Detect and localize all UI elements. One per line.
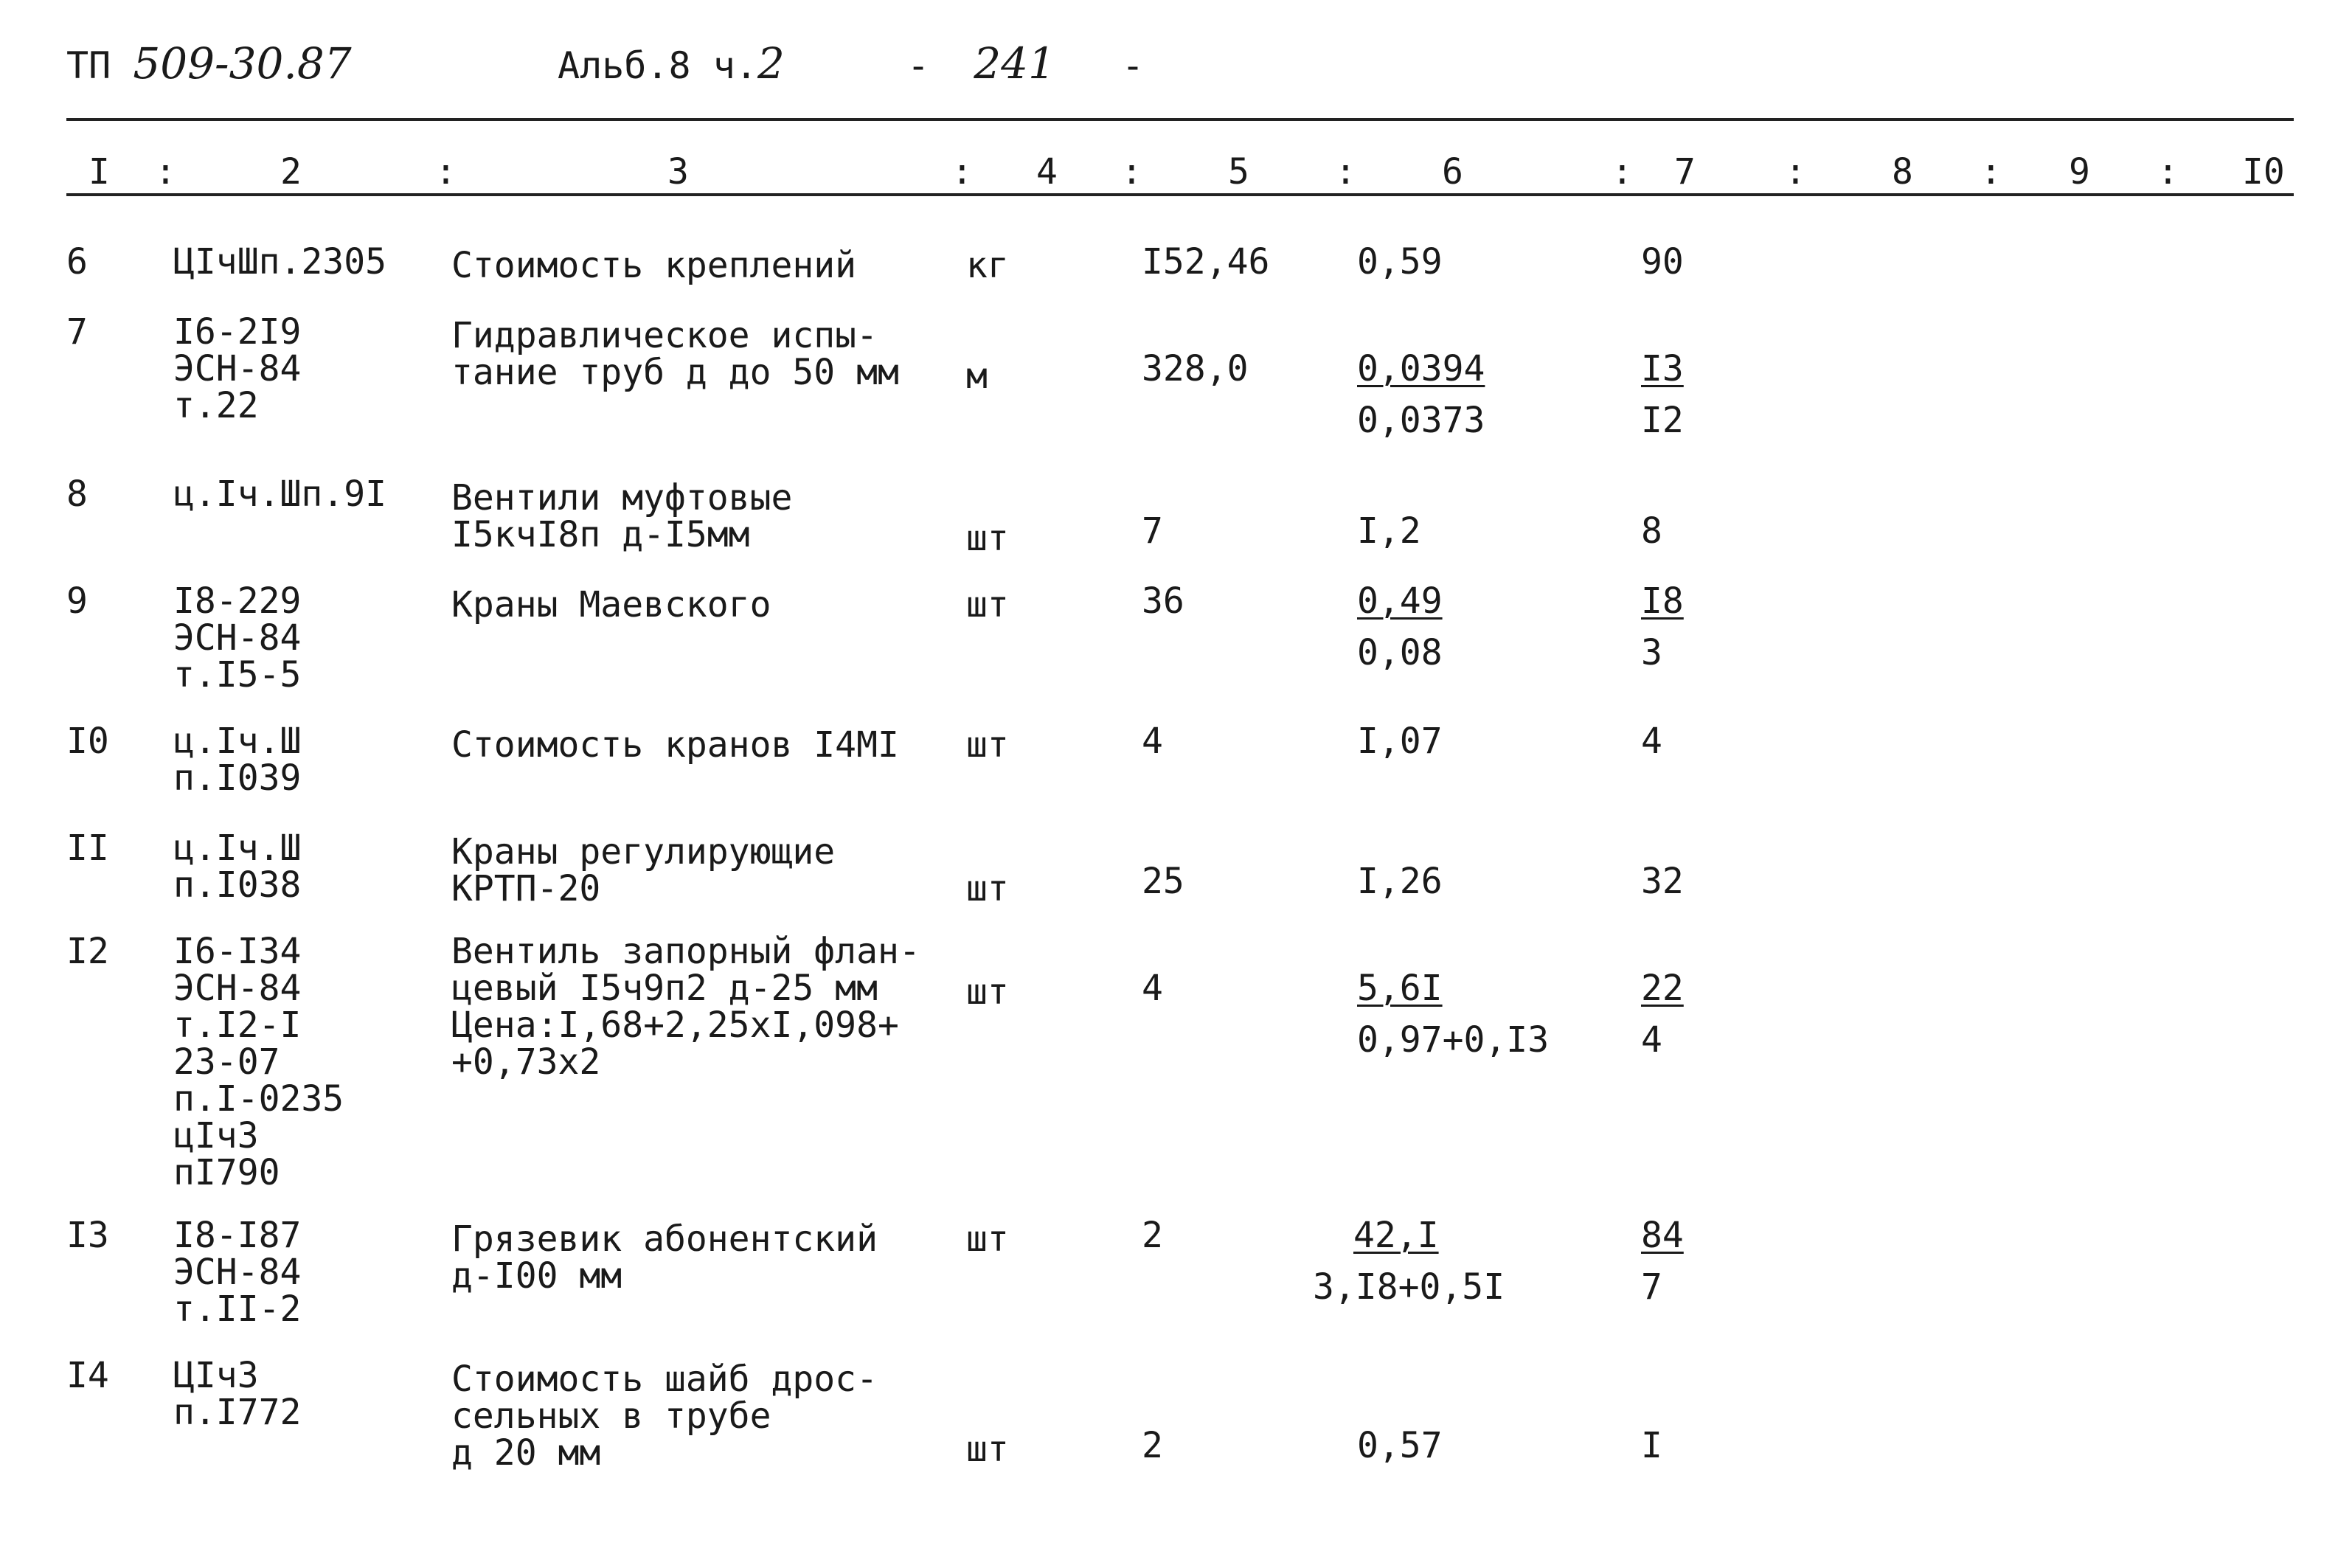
row-name: Грязевик абонентский д-I00 мм: [451, 1218, 878, 1297]
row-code: ц.Iч.Ш п.I038: [173, 828, 302, 906]
row-number: 6: [66, 241, 88, 282]
row-name: Стоимость шайб дрос- сельных в трубе д 20 мм: [451, 1359, 878, 1474]
col-sep: :: [1121, 151, 1142, 192]
row-cost-numerator: I3: [1641, 348, 1684, 389]
row-price-denominator: 0,97+0,I3: [1357, 1019, 1550, 1061]
row-number: 8: [66, 473, 88, 515]
row-price-numerator: 5,6I: [1357, 968, 1443, 1009]
doc-prefix: ТП: [66, 44, 111, 87]
col-sep: :: [2157, 151, 2179, 192]
row-qty: 36: [1142, 580, 1184, 622]
row-unit: шт: [966, 1218, 1009, 1260]
col-header-8: 8: [1892, 151, 1913, 192]
row-unit: шт: [966, 518, 1009, 559]
row-code: I8-229 ЭСН-84 т.I5-5: [173, 580, 302, 695]
col-header-2: 2: [280, 151, 302, 192]
page-number-line: [907, 38, 1144, 89]
col-sep: :: [1980, 151, 2002, 192]
row-number: I2: [66, 931, 109, 972]
row-code: I6-I34 ЭСН-84 т.I2-I 23-07 п.I-0235 цIч3 пI790: [173, 931, 344, 1193]
col-sep: :: [1785, 151, 1806, 192]
doc-code: [66, 38, 352, 89]
row-price-denominator: 0,0373: [1357, 400, 1485, 441]
row-price: I,07: [1357, 721, 1443, 762]
row-unit: шт: [966, 1429, 1009, 1470]
row-price: I,26: [1357, 861, 1443, 902]
row-name: Стоимость кранов I4МI: [451, 724, 899, 766]
row-name: Вентили муфтовые I5кчI8п д-I5мм: [451, 477, 793, 555]
row-number: 7: [66, 311, 88, 353]
row-price-numerator: 0,0394: [1357, 348, 1485, 389]
row-cost: I: [1641, 1425, 1662, 1466]
row-qty: 7: [1142, 510, 1163, 552]
row-number: I3: [66, 1215, 109, 1256]
row-cost-numerator: I8: [1641, 580, 1684, 622]
row-name: Краны регулирующие КРТП-20: [451, 831, 836, 909]
header-rule: [66, 193, 2294, 196]
col-header-5: 5: [1228, 151, 1249, 192]
row-unit: шт: [966, 868, 1009, 909]
col-header-7: 7: [1674, 151, 1696, 192]
row-unit: м: [966, 355, 988, 397]
row-code: ц.Iч.Шп.9I: [173, 473, 386, 515]
col-header-4: 4: [1036, 151, 1058, 192]
row-unit: шт: [966, 971, 1009, 1013]
col-sep: :: [1612, 151, 1633, 192]
row-unit: кг: [966, 245, 1009, 286]
row-name: Краны Маевского: [451, 584, 771, 625]
col-sep: :: [435, 151, 457, 192]
row-code: I8-I87 ЭСН-84 т.II-2: [173, 1215, 302, 1330]
row-code: ЦIч3 п.I772: [173, 1355, 302, 1433]
row-name: Стоимость креплений: [451, 245, 857, 286]
row-number: I4: [66, 1355, 109, 1396]
col-header-3: 3: [667, 151, 689, 192]
row-price: 0,59: [1357, 241, 1443, 282]
row-cost-denominator: 3: [1641, 632, 1662, 673]
col-sep: :: [951, 151, 973, 192]
row-qty: 2: [1142, 1425, 1163, 1466]
row-name: Гидравлическое испы- тание труб д до 50 мм: [451, 315, 899, 393]
row-price-numerator: 42,I: [1353, 1215, 1439, 1256]
row-unit: шт: [966, 584, 1009, 625]
row-cost-denominator: 7: [1641, 1266, 1662, 1308]
row-qty: I52,46: [1142, 241, 1270, 282]
row-price-denominator: 0,08: [1357, 632, 1443, 673]
row-code: I6-2I9 ЭСН-84 т.22: [173, 311, 302, 426]
row-qty: 2: [1142, 1215, 1163, 1256]
album-ref: [558, 38, 785, 89]
dash-right: -: [1122, 44, 1145, 87]
row-code: ЦIчШп.2305: [173, 241, 386, 282]
col-header-1: I: [89, 151, 110, 192]
col-header-9: 9: [2069, 151, 2090, 192]
row-qty: 25: [1142, 861, 1184, 902]
row-qty: 328,0: [1142, 348, 1249, 389]
row-cost-denominator: 4: [1641, 1019, 1662, 1061]
dash-left: -: [907, 44, 930, 87]
row-number: 9: [66, 580, 88, 622]
top-rule: [66, 118, 2294, 121]
row-cost-denominator: I2: [1641, 400, 1684, 441]
row-cost: 4: [1641, 721, 1662, 762]
row-price: 0,57: [1357, 1425, 1443, 1466]
album-prefix: Альб.8 ч.: [558, 44, 757, 87]
row-number: I0: [66, 721, 109, 762]
row-price-numerator: 0,49: [1357, 580, 1443, 622]
album-part: 2: [757, 38, 785, 89]
page-number: 241: [974, 38, 1055, 89]
row-qty: 4: [1142, 721, 1163, 762]
row-cost: 90: [1641, 241, 1684, 282]
row-code: ц.Iч.Ш п.I039: [173, 721, 302, 799]
row-number: II: [66, 828, 109, 869]
row-unit: шт: [966, 724, 1009, 766]
row-cost: 8: [1641, 510, 1662, 552]
row-qty: 4: [1142, 968, 1163, 1009]
col-sep: :: [1335, 151, 1356, 192]
doc-number: 509-30.87: [133, 38, 352, 89]
col-header-6: 6: [1442, 151, 1463, 192]
col-sep: :: [155, 151, 176, 192]
row-price-denominator: 3,I8+0,5I: [1313, 1266, 1505, 1308]
row-name: Вентиль запорный флан- цевый I5ч9п2 д-25 мм Цена:I,68+2,25хI,098+ +0,73х2: [451, 931, 920, 1083]
row-cost-numerator: 84: [1641, 1215, 1684, 1256]
row-price: I,2: [1357, 510, 1421, 552]
row-cost-numerator: 22: [1641, 968, 1684, 1009]
row-cost: 32: [1641, 861, 1684, 902]
col-header-10: I0: [2242, 151, 2285, 192]
